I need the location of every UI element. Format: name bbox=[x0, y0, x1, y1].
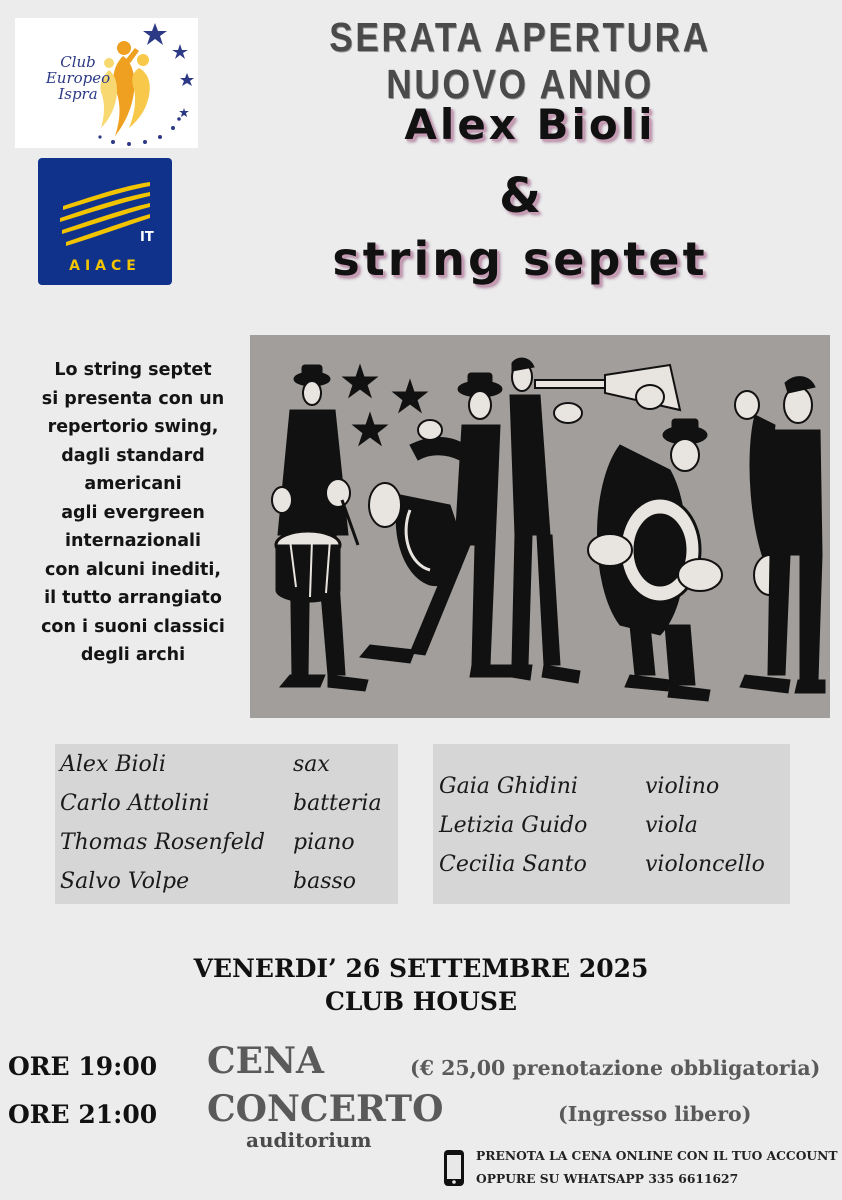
event-subtitle: SERATA APERTURA NUOVO ANNO bbox=[329, 14, 711, 107]
musician-instrument: sax bbox=[293, 752, 330, 777]
club-name-lettering bbox=[23, 54, 133, 102]
schedule-label-dinner: CENA bbox=[207, 1040, 324, 1082]
description-line: con i suoni classici bbox=[41, 616, 225, 637]
musician-name: Alex Bioli bbox=[60, 752, 166, 777]
musician-name: Thomas Rosenfeld bbox=[60, 830, 265, 855]
musician-row bbox=[433, 852, 790, 890]
musicians-box-right bbox=[433, 744, 790, 904]
jazz-band-illustration bbox=[250, 335, 830, 718]
musician-instrument: violoncello bbox=[645, 852, 765, 877]
musician-row bbox=[55, 791, 398, 829]
description-line: con alcuni inediti, bbox=[45, 559, 221, 580]
description-line: dagli standard bbox=[61, 445, 205, 466]
musician-name: Letizia Guido bbox=[439, 813, 588, 838]
schedule-note-concert: (Ingresso libero) bbox=[558, 1102, 752, 1126]
artist-name: Alex Bioli bbox=[404, 100, 656, 149]
musician-instrument: piano bbox=[293, 830, 355, 855]
description-line: Lo string septet bbox=[54, 360, 212, 380]
group-name: string septet bbox=[332, 232, 708, 286]
musician-row bbox=[433, 774, 790, 812]
schedule-sublabel-concert: auditorium bbox=[246, 1128, 372, 1152]
schedule-note-dinner: (€ 25,00 prenotazione obbligatoria) bbox=[410, 1056, 821, 1080]
musician-name: Carlo Attolini bbox=[60, 791, 210, 816]
ampersand: & bbox=[499, 168, 541, 224]
jazz-band-silhouette-icon bbox=[250, 335, 830, 718]
description-line: degli archi bbox=[80, 645, 186, 665]
musician-row bbox=[55, 752, 398, 790]
musician-row bbox=[55, 869, 398, 907]
schedule-time-dinner: ORE 19:00 bbox=[8, 1052, 158, 1081]
musician-row bbox=[55, 830, 398, 868]
description-line: repertorio swing, bbox=[47, 417, 219, 437]
aiace-name: AIACE bbox=[69, 258, 141, 274]
musician-instrument: basso bbox=[293, 869, 357, 894]
musician-name: Salvo Volpe bbox=[60, 869, 190, 894]
aiace-logo bbox=[38, 158, 172, 285]
aiace-it-badge: IT bbox=[140, 230, 154, 245]
musician-instrument: batteria bbox=[293, 791, 382, 816]
description-line: il tutto arrangiato bbox=[44, 588, 222, 608]
description-line: agli evergreen bbox=[61, 502, 205, 523]
schedule-label-concert: CONCERTO bbox=[207, 1088, 444, 1130]
phone-icon bbox=[443, 1149, 465, 1187]
club-europeo-ispra-logo bbox=[15, 18, 198, 148]
description-line: si presenta con un bbox=[41, 388, 225, 409]
musician-name: Gaia Ghidini bbox=[439, 774, 578, 799]
event-date: VENERDI’ 26 SETTEMBRE 2025 bbox=[193, 954, 649, 983]
musicians-box-left bbox=[55, 744, 398, 904]
club-line-1: Club bbox=[60, 53, 96, 71]
club-line-2: Europeo bbox=[45, 69, 111, 87]
musician-name: Cecilia Santo bbox=[439, 852, 587, 877]
musician-instrument: violino bbox=[645, 774, 720, 799]
club-line-3: Ispra bbox=[58, 85, 98, 103]
booking-line-whatsapp: OPPURE SU WHATSAPP 335 6611627 bbox=[476, 1171, 739, 1186]
musician-row bbox=[433, 813, 790, 851]
description-line: internazionali bbox=[64, 531, 202, 551]
description-text bbox=[28, 356, 238, 670]
description-line: americani bbox=[84, 474, 182, 494]
schedule-time-concert: ORE 21:00 bbox=[8, 1100, 158, 1129]
musician-instrument: viola bbox=[645, 813, 698, 838]
event-venue: CLUB HOUSE bbox=[324, 987, 518, 1016]
booking-line-online: PRENOTA LA CENA ONLINE CON IL TUO ACCOUNT bbox=[476, 1148, 838, 1163]
